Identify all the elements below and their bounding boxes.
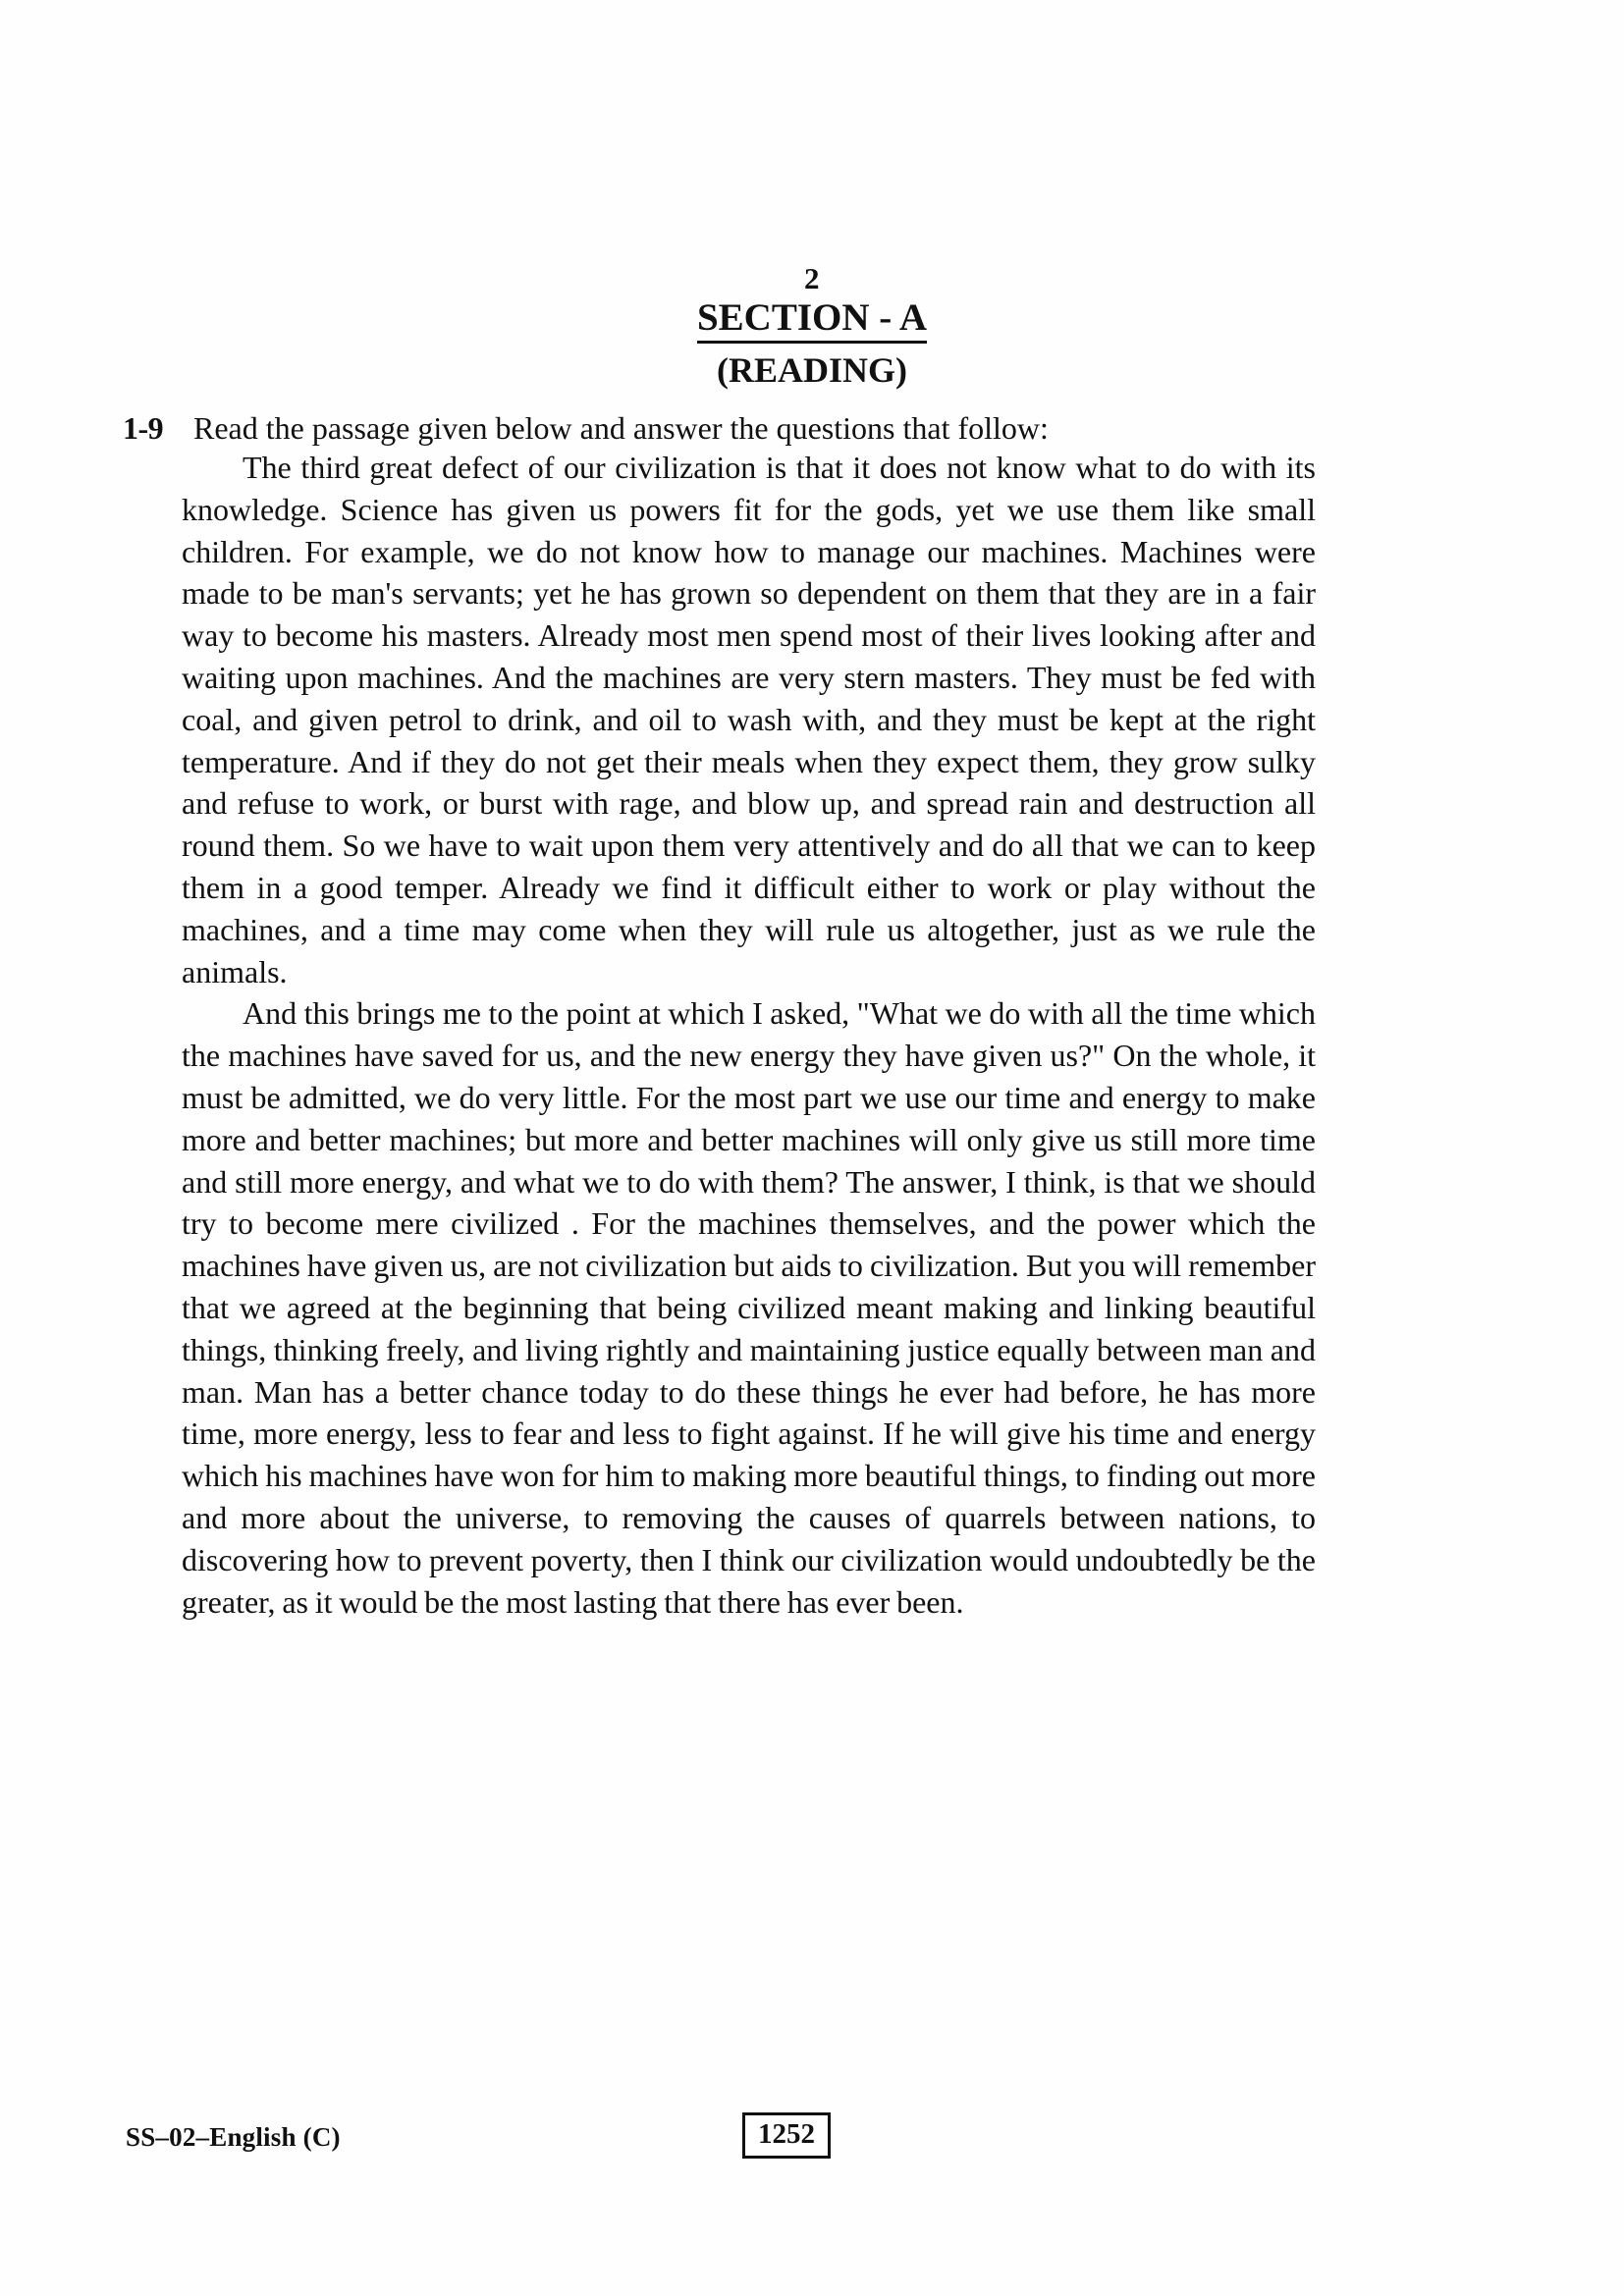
section-heading-text: SECTION - A [697,296,927,344]
footer-boxed-number: 1252 [742,2112,831,2159]
question-instruction-row [123,408,1497,449]
question-instruction-text: Read the passage given below and answer the questions that follow: [193,410,1049,446]
section-heading [0,294,1624,343]
passage-paragraph-2: And this brings me to the point at which I asked, "What we do with all the time which the machines have saved for us, and the new energy they have given us?" On the whole, it must be admitted, we do very little. For the most part we use our time and energy to make more and better machines; but more and better machines will only give us still more time and still more energy, and what we to do with them? The answer, I think, is that we should try to become mere civilized . For the machines themselves, and the power which the machines have given us, are not civilization but aids to civilization. But you will remember that we agreed at the beginning that being civilized meant making and linking beautiful things, thinking freely, and living rightly and maintaining justice equally between man and man. Man has a better chance today to do these things he ever had before, he has more time, more energy, less to fear and less to fight against. If he will give his time and energy which his machines have won for him to making more beautiful things, to finding out more and more about the universe, to removing the causes of quarrels between nations, to discovering how to prevent poverty, then I think our civilization would undoubtedly be the greater, as it would be the most lasting that there has ever been. [182,995,1316,1620]
passage-paragraph-1: The third great defect of our civilization is that it does not know what to do with its knowledge. Science has given us powers fit for the gods, yet we use them like small children. For example, we do not know how to manage our machines. Machines were made to be man's servants; yet he has grown so dependent on them that they are in a fair way to become his masters. Already most men spend most of their lives looking after and waiting upon machines. And the machines are very stern masters. They must be fed with coal, and given petrol to drink, and oil to wash with, and they must be kept at the right temperature. And if they do not get their meals when they expect them, they grow sulky and refuse to work, or burst with rage, and blow up, and spread rain and destruction all round them. So we have to wait upon them very attentively and do all that we can to keep them in a good temper. Already we find it difficult either to work or play without the machines, and a time may come when they will rule us altogether, just as we rule the animals. [182,450,1316,989]
footer-paper-code: SS–02–English (C) [126,2122,341,2152]
question-number: 1-9 [123,410,164,446]
section-subheading: (READING) [717,350,907,390]
reading-passage [182,447,1316,1623]
page-number: 2 [804,261,820,295]
